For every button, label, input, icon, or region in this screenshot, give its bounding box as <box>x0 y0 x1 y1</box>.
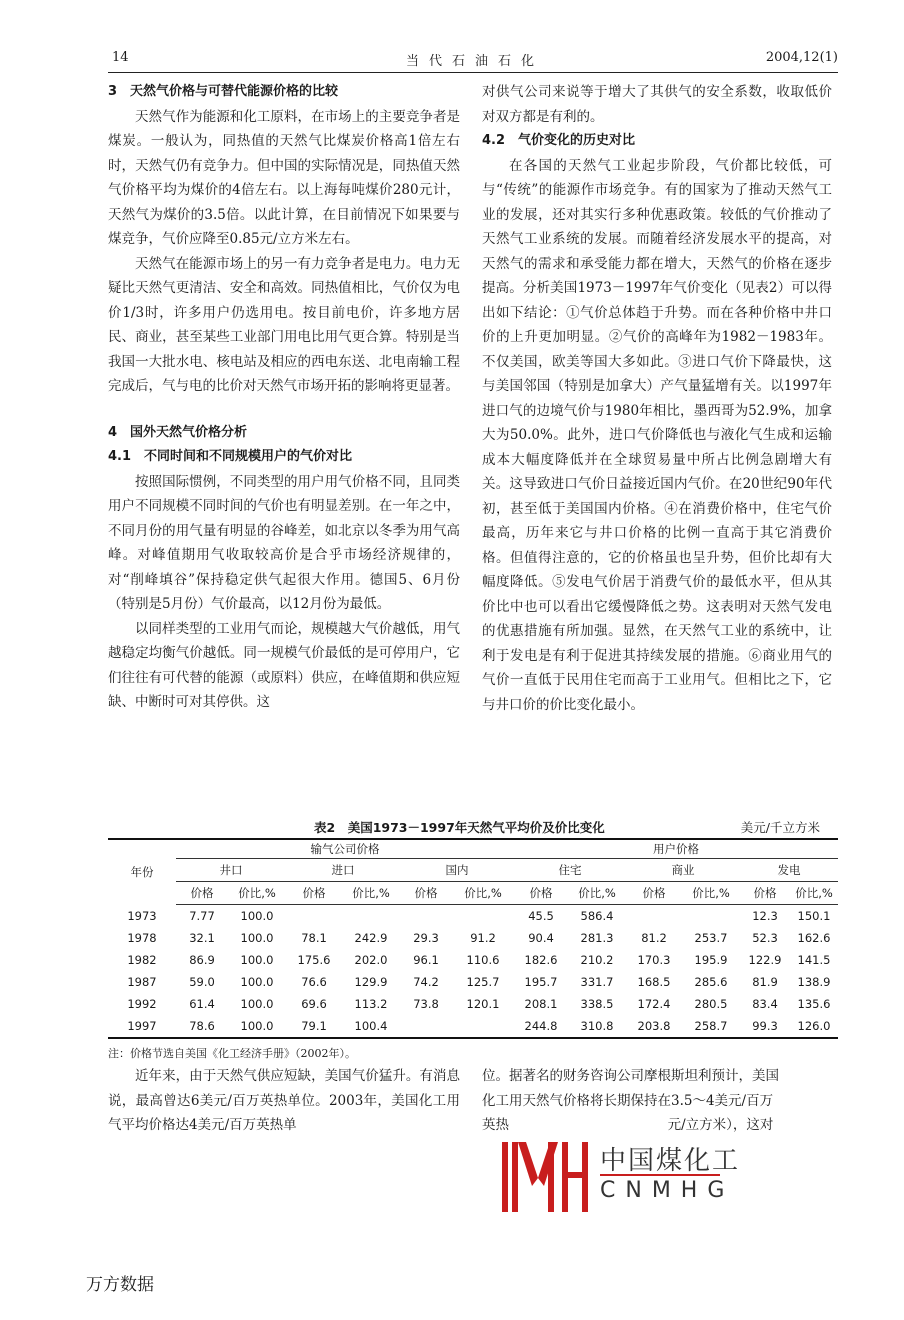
ratio-cell: 135.6 <box>797 997 831 1011</box>
ratio-cell: 100.0 <box>228 1015 286 1038</box>
price-cell: 73.8 <box>413 997 439 1011</box>
year-cell: 1982 <box>127 953 157 967</box>
issue-number: 2004,12(1) <box>765 50 838 65</box>
ratio-cell: 100.0 <box>240 909 274 923</box>
year-cell: 1992 <box>127 997 157 1011</box>
section3-paragraph-1: 天然气作为能源和化工原料，在市场上的主要竞争者是煤炭。一般认为，同热值的天然气比煤炭价格高1倍左右时，天然气仍有竞争力。但中国的实际情况是，同热值天然气价格平均为煤价的4倍左右。以上海每吨煤价280元计，天然气为煤价的3.5倍。以此计算，在目前情况下如果要与煤竞争，气价应降至0.85元/立方米左右。 <box>108 108 460 247</box>
price-cell: 99.3 <box>740 1015 790 1038</box>
table-unit: 美元/千立方米 <box>740 820 820 835</box>
page-header <box>112 50 838 70</box>
header-rule <box>108 72 838 73</box>
price-cell: 45.5 <box>528 909 554 923</box>
price-cell: 32.1 <box>189 931 215 945</box>
ratio-cell: 100.0 <box>240 931 274 945</box>
bottom-right-column <box>482 1064 832 1138</box>
price-cell: 69.6 <box>301 997 327 1011</box>
price-cell: 7.77 <box>189 909 215 923</box>
section41-heading: 4.1 不同时间和不同规模用户的气价对比 <box>108 449 353 464</box>
ratio-cell: 258.7 <box>682 1015 740 1038</box>
ratio-cell: 100.0 <box>240 953 274 967</box>
price-cell: 122.9 <box>748 953 782 967</box>
table-row <box>108 927 838 949</box>
bottom-right-line-2: 化工用天然气价格将长期保持在3.5～4美元/百万 <box>482 1092 774 1109</box>
price-cell <box>400 1015 452 1038</box>
price-cell <box>286 905 342 928</box>
section41-paragraph-2: 以同样类型的工业用气而论，规模越大气价越低，用气越稳定均衡气价越低。同一规模气价最低的是可停用户，它们往往有可代替的能源（或原料）供应，在峰值期和供应短缺、中断时可对其停供。这 <box>108 620 460 710</box>
import-header: 进口 <box>286 859 400 882</box>
price-cell: 203.8 <box>626 1015 682 1038</box>
ratio-cell: 91.2 <box>470 931 496 945</box>
group-pipeline-header: 输气公司价格 <box>176 839 514 859</box>
ratio-cell: 242.9 <box>354 931 388 945</box>
table-caption-row <box>108 818 838 838</box>
year-cell: 1997 <box>108 1015 176 1038</box>
price-col-header: 价格 <box>400 882 452 905</box>
journal-title: 当代石油石化 <box>405 54 544 69</box>
price-cell: 59.0 <box>189 975 215 989</box>
bottom-left-column <box>108 1064 460 1138</box>
price-cell: 29.3 <box>413 931 439 945</box>
ratio-cell: 338.5 <box>580 997 614 1011</box>
price-cell: 61.4 <box>189 997 215 1011</box>
ratio-cell: 202.0 <box>354 953 388 967</box>
left-column <box>108 80 460 715</box>
year-cell: 1973 <box>127 908 157 923</box>
section3-paragraph-2: 天然气在能源市场上的另一有力竞争者是电力。电力无疑比天然气更清洁、安全和高效。同热值相比，气价仅为电价1/3时，许多用户仍选用电。按目前电价，许多地方居民、商业，甚至某些工业部门用电比用气更合算。特别是当我国一大批水电、核电站及相应的西电东送、北电南输工程完成后，气与电的比价对天然气市场开拓的影响将更显著。 <box>108 255 460 394</box>
bottom-right-line-3-start: 英热 <box>482 1117 509 1133</box>
price-cell: 52.3 <box>752 931 778 945</box>
ratio-cell: 162.6 <box>797 931 831 945</box>
price-cell: 182.6 <box>524 953 558 967</box>
ratio-cell: 100.4 <box>342 1015 400 1038</box>
price-cell: 90.4 <box>528 931 554 945</box>
bottom-left-paragraph: 近年来，由于天然气供应短缺，美国气价猛升。有消息说，最高曾达6美元/百万英热单位。2003年，美国化工用气平均价格达4美元/百万英热单 <box>108 1068 460 1133</box>
price-cell: 76.6 <box>301 975 327 989</box>
section4-heading: 4 国外天然气价格分析 <box>108 424 248 440</box>
footer-source: 万方数据 <box>86 1275 154 1295</box>
ratio-cell: 113.2 <box>354 997 388 1011</box>
ratio-cell: 280.5 <box>694 997 728 1011</box>
table-note: 注：价格节选自美国《化工经济手册》（2002年）。 <box>108 1047 356 1060</box>
ratio-cell: 138.9 <box>797 975 831 989</box>
ratio-cell: 125.7 <box>466 975 500 989</box>
power-header: 发电 <box>740 859 838 882</box>
data-table <box>108 838 838 1039</box>
ratio-col-header: 价比,% <box>342 882 400 905</box>
year-header: 年份 <box>108 839 176 905</box>
ratio-cell: 210.2 <box>580 953 614 967</box>
ratio-cell: 100.0 <box>240 975 274 989</box>
ratio-col-header: 价比,% <box>452 882 514 905</box>
ratio-cell: 331.7 <box>580 975 614 989</box>
price-cell: 78.6 <box>176 1015 228 1038</box>
ratio-cell <box>342 905 400 928</box>
watermark-mh-icon <box>502 1138 594 1212</box>
price-cell: 96.1 <box>413 953 439 967</box>
ratio-cell: 100.0 <box>240 997 274 1011</box>
section41-paragraph-2-continued: 对供气公司来说等于增大了其供气的安全系数，收取低价对双方都是有利的。 <box>482 84 832 125</box>
wellhead-header: 井口 <box>176 859 286 882</box>
ratio-cell: 253.7 <box>694 931 728 945</box>
price-cell: 79.1 <box>286 1015 342 1038</box>
price-cell: 244.8 <box>514 1015 568 1038</box>
watermark-underline <box>600 1174 720 1176</box>
ratio-col-header: 价比,% <box>228 882 286 905</box>
ratio-cell: 586.4 <box>580 909 614 923</box>
price-cell: 78.1 <box>301 931 327 945</box>
price-col-header: 价格 <box>626 882 682 905</box>
table-row <box>108 971 838 993</box>
table-row <box>108 905 838 928</box>
section3-heading: 3 天然气价格与可替代能源价格的比较 <box>108 84 339 99</box>
ratio-cell <box>452 1015 514 1038</box>
price-cell: 74.2 <box>413 975 439 989</box>
watermark-cn-text: 中国煤化工 <box>600 1146 741 1176</box>
ratio-cell: 110.6 <box>466 953 500 967</box>
price-col-header: 价格 <box>286 882 342 905</box>
ratio-col-header: 价比,% <box>790 882 838 905</box>
price-cell: 81.9 <box>752 975 778 989</box>
bottom-right-line-1: 位。据著名的财务咨询公司摩根斯坦利预计，美国 <box>482 1068 779 1084</box>
price-cell <box>400 905 452 928</box>
ratio-cell <box>682 905 740 928</box>
year-cell: 1987 <box>127 975 157 989</box>
ratio-cell: 150.1 <box>797 909 831 923</box>
table-row <box>108 949 838 971</box>
commercial-header: 商业 <box>626 859 740 882</box>
section41-paragraph-1: 按照国际惯例，不同类型的用户用气价格不同，且同类用户不同规模不同时间的气价也有明显差别。在一年之中，不同月份的用气量有明显的谷峰差，如北京以冬季为用气高峰。对峰值期用气收取较高价是合乎市场经济规律的，对“削峰填谷”保持稳定供气起很大作用。德国5、6月份（特别是5月份）气价最高，以12月份为最低。 <box>108 473 460 612</box>
ratio-col-header: 价比,% <box>568 882 626 905</box>
ratio-cell: 285.6 <box>694 975 728 989</box>
residential-header: 住宅 <box>514 859 626 882</box>
price-cell: 86.9 <box>189 953 215 967</box>
price-cell: 175.6 <box>297 953 331 967</box>
ratio-cell: 126.0 <box>790 1015 838 1038</box>
watermark-en-text: CNMHG <box>600 1178 735 1203</box>
ratio-cell: 281.3 <box>580 931 614 945</box>
price-cell: 170.3 <box>637 953 671 967</box>
ratio-cell: 141.5 <box>797 953 831 967</box>
price-cell: 195.7 <box>524 975 558 989</box>
ratio-cell: 195.9 <box>694 953 728 967</box>
price-col-header: 价格 <box>176 882 228 905</box>
section42-paragraph: 在各国的天然气工业起步阶段，气价都比较低，可与“传统”的能源作市场竞争。有的国家为了推动天然气工业的发展，还对其实行多种优惠政策。较低的气价推动了天然气工业系统的发展。而随着经济发展水平的提高，对天然气的需求和承受能力都在增大，天然气的价格在逐步提高。分析美国1973－1997年气价变化（见表2）可以得出如下结论：①气价总体趋于升势。而在各种价格中井口价的上升更加明显。②气价的高峰年为1982－1983年。不仅美国，欧美等国大多如此。③进口气价下降最快，这与美国邻国（特别是加拿大）产气量猛增有关。以1997年进口气的边境气价与1980年相比，墨西哥为52.9%，加拿大为50.0%。此外，进口气价降低也与液化气生成和运输成本大幅度降低并在全球贸易量中所占比例急剧增大有关。这导致进口气价日益接近国内气价。在20世纪90年代初，甚至低于美国国内价格。④在消费价格中，住宅气价最高，历年来它与井口价格的比例一直高于其它消费价格。但值得注意的，它的价格虽也呈升势，但价比却有大幅度降低。⑤发电气价居于消费气价的最低水平，但从其价比中也可以看出它缓慢降低之势。这表明对天然气发电的优惠措施有所加强。显然，在天然气工业的系统中，让利于发电是有利于促进其持续发展的措施。⑥商业用气的气价一直低于民用住宅而高于工业用气。但相比之下，它与井口价的价比变化最小。 <box>482 157 832 713</box>
ratio-cell: 120.1 <box>466 997 500 1011</box>
ratio-cell <box>452 905 514 928</box>
price-cell: 208.1 <box>524 997 558 1011</box>
price-cell: 12.3 <box>752 909 778 923</box>
price-cell: 168.5 <box>637 975 671 989</box>
page-number: 14 <box>112 50 129 65</box>
table-row <box>108 1015 838 1038</box>
price-cell: 172.4 <box>637 997 671 1011</box>
price-col-header: 价格 <box>514 882 568 905</box>
table-row <box>108 993 838 1015</box>
year-cell: 1978 <box>127 931 157 945</box>
table-caption: 表2 美国1973－1997年天然气平均价及价比变化 <box>314 820 605 835</box>
price-cell: 81.2 <box>641 931 667 945</box>
price-cell <box>626 905 682 928</box>
ratio-cell: 129.9 <box>354 975 388 989</box>
bottom-right-line-3 <box>482 1113 832 1138</box>
table-2 <box>108 818 838 1061</box>
section42-heading: 4.2 气价变化的历史对比 <box>482 133 636 148</box>
bottom-right-line-3-end: 元/立方米），这对 <box>667 1117 774 1133</box>
watermark-logo <box>490 1138 740 1218</box>
price-col-header: 价格 <box>740 882 790 905</box>
group-user-header: 用户价格 <box>514 839 838 859</box>
table-body <box>108 905 838 1039</box>
domestic-header: 国内 <box>400 859 514 882</box>
right-column <box>482 80 832 717</box>
ratio-col-header: 价比,% <box>682 882 740 905</box>
price-cell: 83.4 <box>752 997 778 1011</box>
ratio-cell: 310.8 <box>568 1015 626 1038</box>
